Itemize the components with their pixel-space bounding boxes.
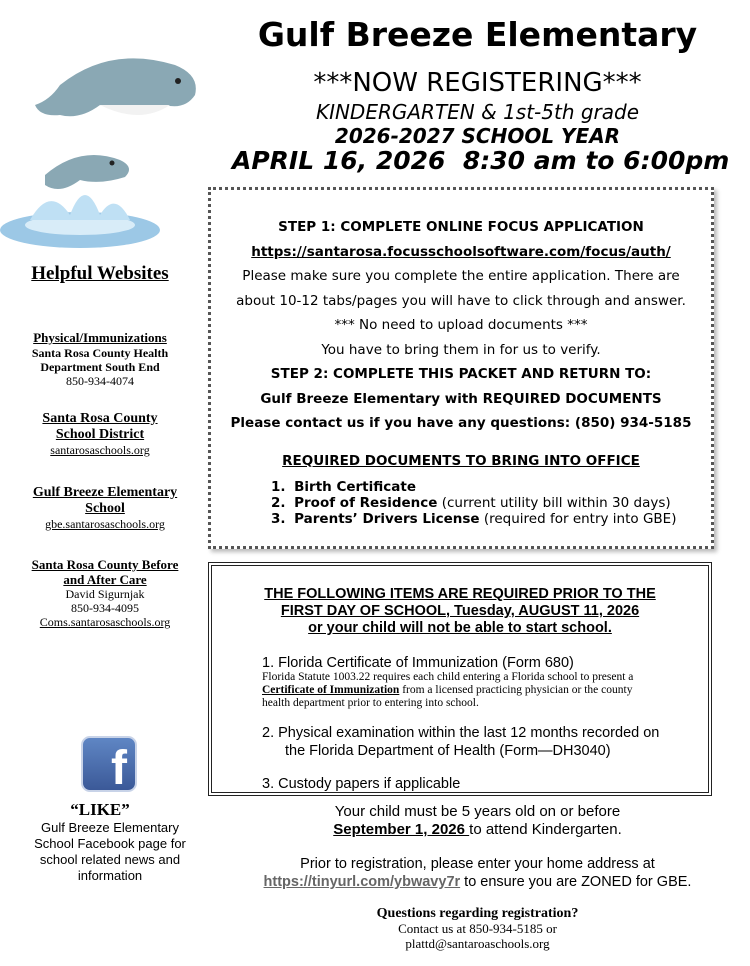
sidebar-item-title: Physical/Immunizations bbox=[33, 330, 167, 345]
zoning-note: Prior to registration, please enter your home address at https://tinyurl.com/ybwavy7r to ensure you are ZONED for GBE. bbox=[263, 856, 692, 890]
questions-contact: Questions regarding registration? Contact us at 850-934-5185 or plattd@santaroaschools.org bbox=[205, 906, 750, 951]
docs-list bbox=[211, 479, 711, 527]
sidebar-line: Santa Rosa County Health bbox=[31, 346, 169, 360]
facebook-text: Gulf Breeze Elementary School Facebook page for school related news and information bbox=[34, 820, 186, 883]
step-text: *** No need to upload documents *** bbox=[334, 317, 588, 333]
sidebar-link[interactable]: gbe.santarosaschools.org bbox=[45, 517, 165, 531]
sidebar-name: David Sigurnjak bbox=[65, 587, 145, 601]
statute-text: Florida Statute 1003.22 requires each child entering a Florida school to present a Certificate of Immunization from a licensed practicing physician or the county health department prior to entering into school. bbox=[262, 671, 634, 709]
step-text: Please make sure you complete the entire application. There are bbox=[242, 268, 680, 284]
step-text: about 10-12 tabs/pages you will have to click through and answer. bbox=[236, 292, 686, 309]
tinyurl-link[interactable]: https://tinyurl.com/ybwavy7r bbox=[263, 874, 461, 890]
step2-heading: STEP 2: COMPLETE THIS PACKET AND RETURN TO: bbox=[270, 366, 652, 382]
step-text: You have to bring them in for us to verify. bbox=[321, 341, 601, 358]
sidebar-item-aftercare bbox=[20, 557, 190, 629]
focus-url-link[interactable]: https://santarosa.focusschoolsoftware.com/focus/auth/ bbox=[251, 243, 671, 260]
doc-item: 2. Proof of Residence (current utility bill within 30 days) bbox=[271, 495, 671, 511]
sidebar-line: Department South End bbox=[40, 360, 160, 374]
sidebar-item-title: Santa Rosa County School District bbox=[42, 411, 158, 442]
registering-banner: ***NOW REGISTERING*** bbox=[313, 68, 642, 98]
required-item-1: 1. Florida Certificate of Immunization (Form 680) bbox=[262, 655, 574, 671]
required-item-3: 3. Custody papers if applicable bbox=[262, 776, 461, 792]
contact-email[interactable]: plattd@santaroaschools.org bbox=[405, 936, 550, 951]
registration-date: APRIL 16, 2026 8:30 am to 6:00pm bbox=[232, 146, 730, 175]
facebook-icon[interactable]: f bbox=[81, 736, 137, 792]
contact-line: Please contact us if you have any questions: (850) 934-5185 bbox=[230, 415, 692, 431]
school-year: 2026-2027 SCHOOL YEAR bbox=[334, 124, 621, 148]
dolphin-illustration bbox=[0, 45, 205, 255]
docs-heading: REQUIRED DOCUMENTS TO BRING INTO OFFICE bbox=[282, 452, 640, 469]
helpful-websites-heading: Helpful Websites bbox=[31, 263, 169, 284]
sidebar-phone: 850-934-4095 bbox=[71, 601, 139, 615]
required-heading: THE FOLLOWING ITEMS ARE REQUIRED PRIOR TO THE FIRST DAY OF SCHOOL, Tuesday, AUGUST 11, 2026 or your child will not be able to start school. bbox=[264, 586, 656, 636]
grades-line: KINDERGARTEN & 1st-5th grade bbox=[315, 100, 640, 124]
age-requirement: Your child must be 5 years old on or before September 1, 2026 to attend Kindergarten. bbox=[333, 803, 622, 838]
step1-heading: STEP 1: COMPLETE ONLINE FOCUS APPLICATION bbox=[278, 219, 644, 235]
step2-subheading: Gulf Breeze Elementary with REQUIRED DOCUMENTS bbox=[260, 390, 662, 407]
sidebar-item-district bbox=[40, 411, 160, 457]
sidebar-item-title: Santa Rosa County Before and After Care bbox=[31, 557, 179, 587]
sidebar-link[interactable]: Coms.santarosaschools.org bbox=[39, 615, 171, 629]
doc-item: 3. Parents’ Drivers License (required for entry into GBE) bbox=[271, 511, 677, 527]
sidebar-phone: 850-934-4074 bbox=[66, 374, 134, 388]
sidebar-item-title: Gulf Breeze Elementary School bbox=[32, 485, 178, 516]
sidebar-item-physical bbox=[0, 330, 200, 388]
required-items-box bbox=[208, 562, 712, 796]
sidebar-item-gbe bbox=[20, 485, 190, 531]
steps-box bbox=[208, 187, 714, 549]
required-item-2: 2. Physical examination within the last 12 months recorded on the Florida Department of Health (Form—DH3040) bbox=[262, 725, 660, 759]
like-label: “LIKE” bbox=[70, 800, 130, 819]
school-title: Gulf Breeze Elementary bbox=[257, 15, 698, 54]
doc-item: 1. Birth Certificate bbox=[271, 479, 416, 495]
sidebar-link[interactable]: santarosaschools.org bbox=[50, 443, 150, 457]
